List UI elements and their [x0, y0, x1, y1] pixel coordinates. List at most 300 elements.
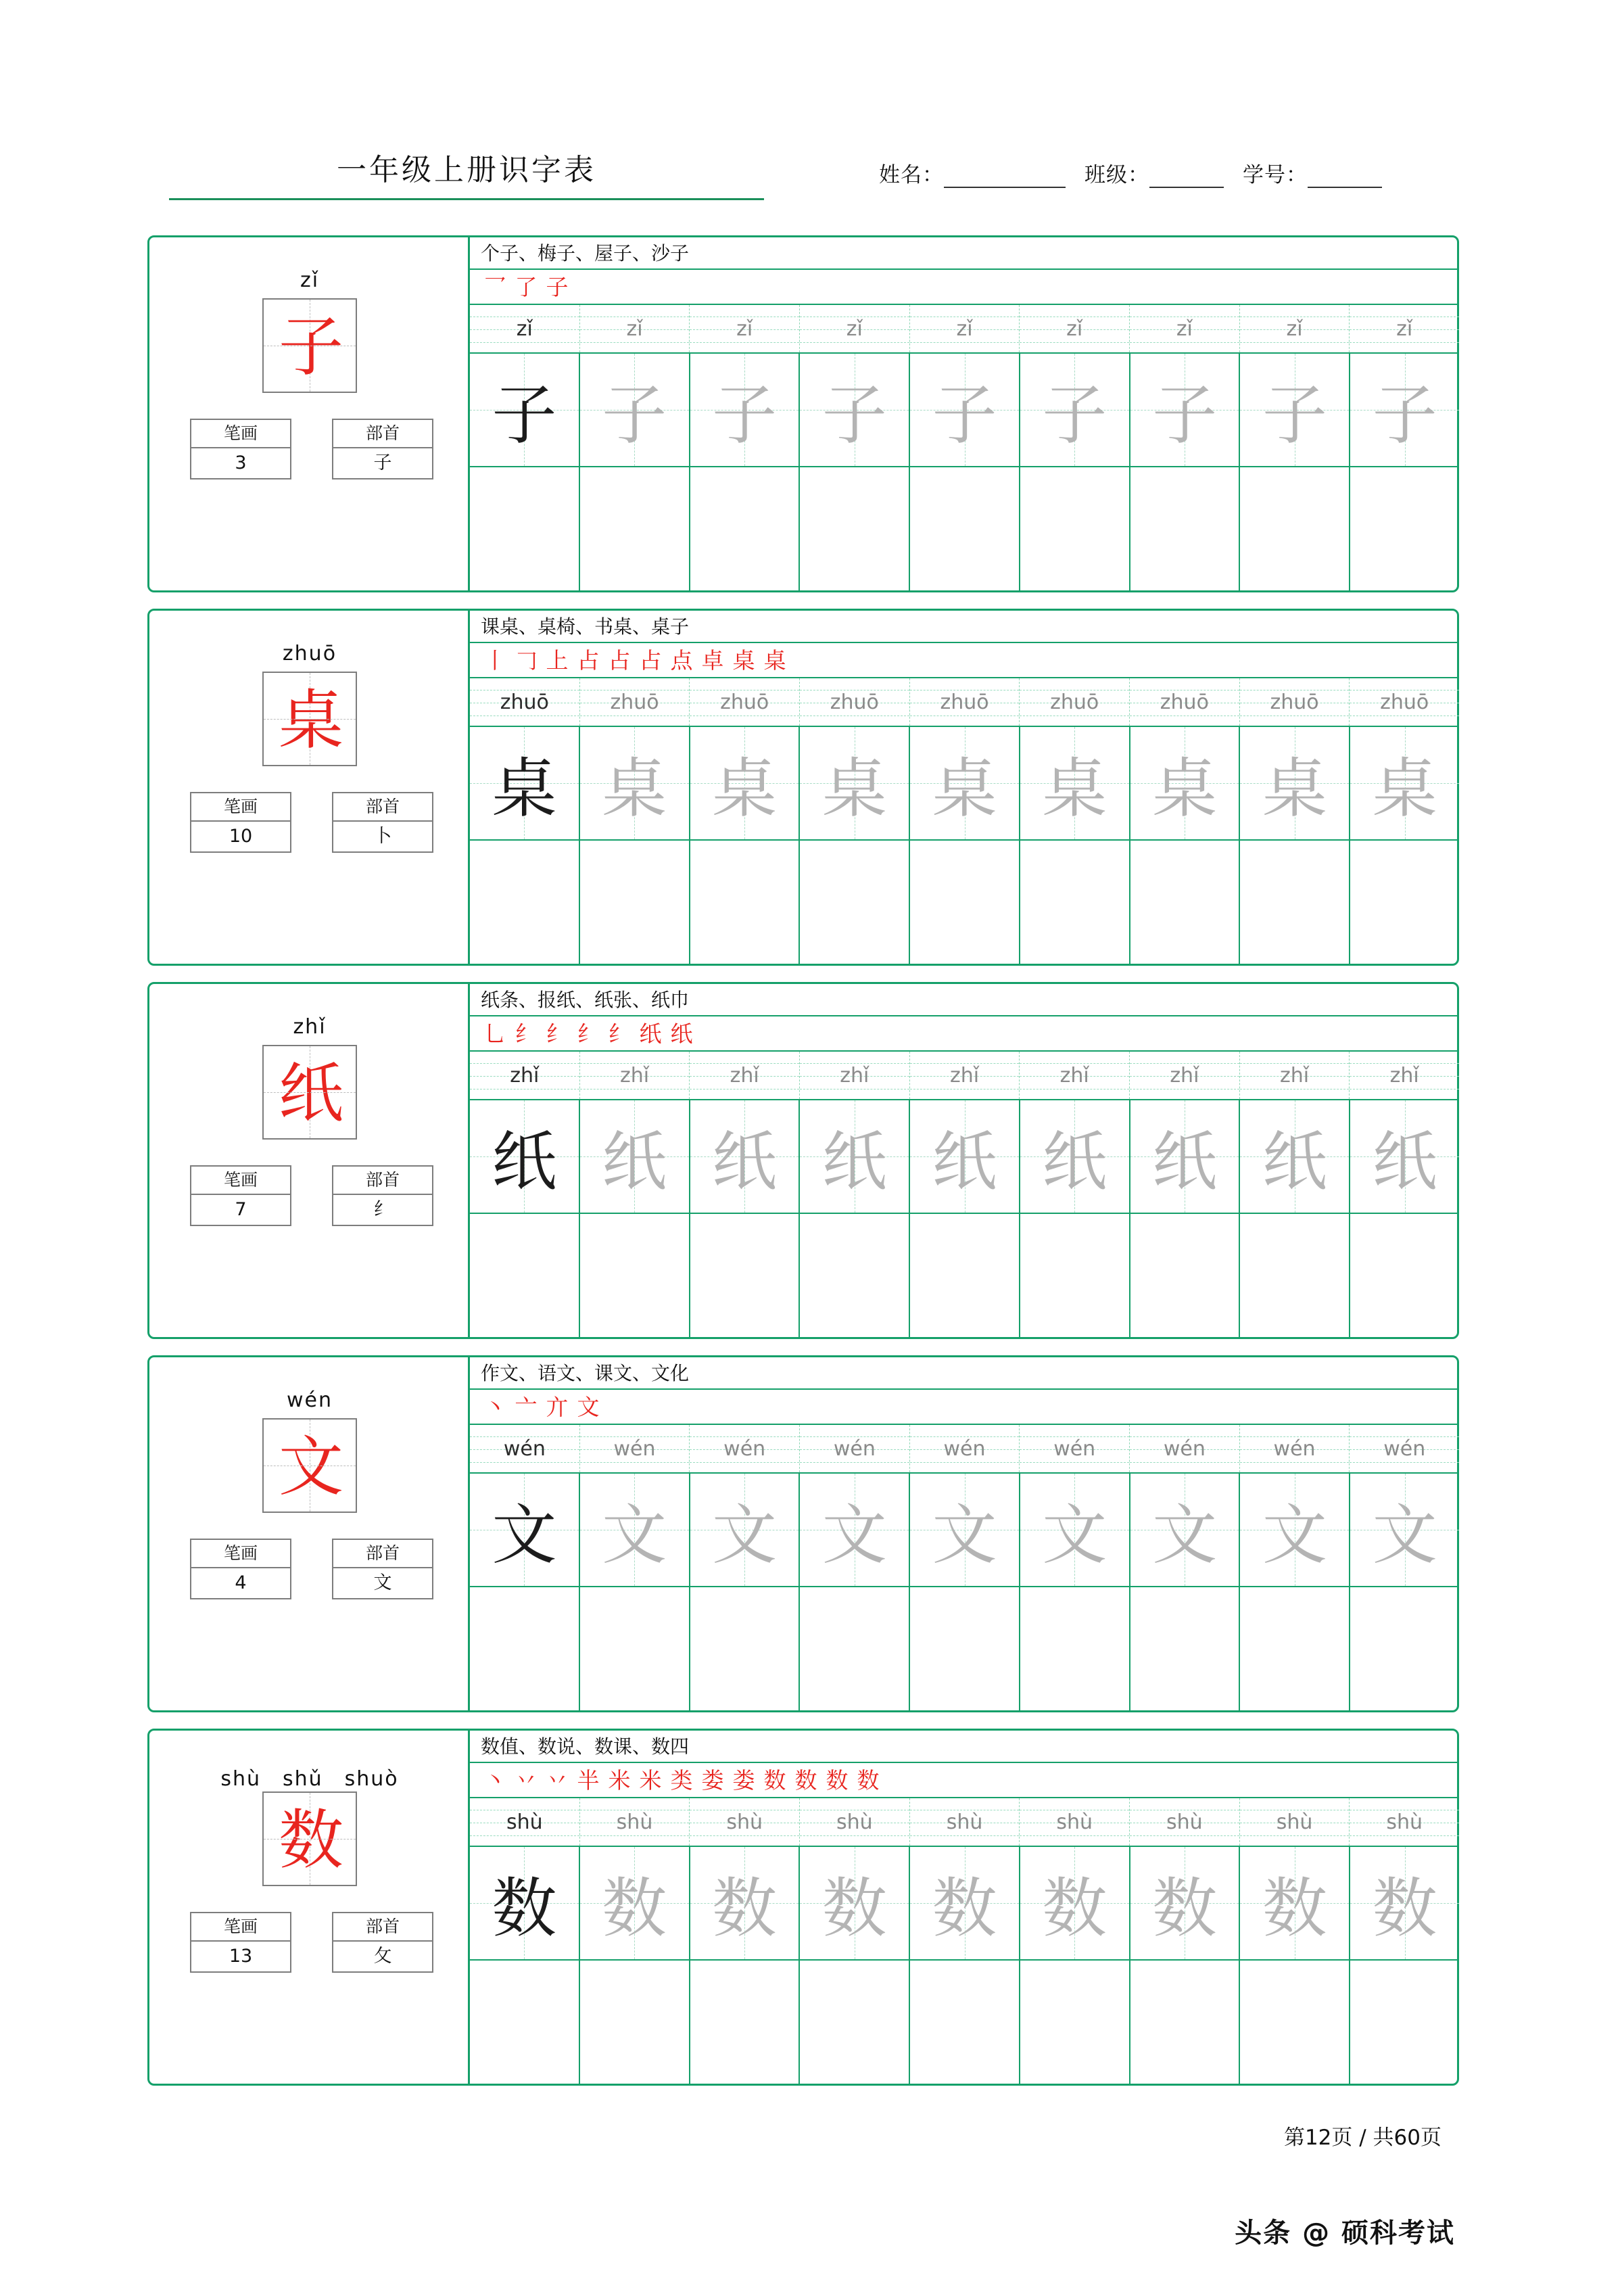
radical-value: 攵: [373, 1946, 392, 1967]
character-pinyin: zǐ: [300, 268, 320, 292]
class-label: 班级：: [1084, 163, 1149, 187]
character-attributes: [190, 792, 433, 853]
character-glyph: 桌: [279, 682, 343, 758]
pinyin-text: wén: [1053, 1436, 1096, 1461]
character-pinyin: wén: [286, 1388, 333, 1412]
pinyin-text: zǐ: [736, 317, 753, 341]
character-display-box: [262, 672, 357, 766]
character-info-pane: [149, 1357, 470, 1710]
pinyin-practice-row: [470, 305, 1459, 354]
character-text: 数: [602, 1870, 667, 1946]
stroke-step: 桌: [732, 647, 755, 674]
stroke-count-box: [190, 1165, 291, 1226]
blank-cell[interactable]: [1130, 1587, 1241, 1710]
character-cell[interactable]: [470, 1847, 580, 1959]
character-cell[interactable]: [910, 354, 1020, 466]
pinyin-cell[interactable]: [470, 678, 580, 726]
character-cell[interactable]: [580, 1847, 690, 1959]
character-text: 子: [492, 377, 557, 453]
character-cell[interactable]: [580, 1100, 690, 1213]
blank-cell[interactable]: [470, 467, 580, 590]
stroke-order-row: [470, 1763, 1459, 1798]
blank-cell[interactable]: [1020, 1961, 1130, 2084]
character-text: 桌: [1262, 750, 1327, 826]
stroke-step: 上: [546, 647, 569, 674]
pinyin-cell[interactable]: [800, 1798, 910, 1846]
pinyin-text: wén: [1163, 1436, 1206, 1461]
character-cell[interactable]: [800, 1100, 910, 1213]
blank-cell[interactable]: [1020, 1214, 1130, 1337]
pinyin-cell[interactable]: [910, 1425, 1020, 1472]
blank-cell[interactable]: [800, 1587, 910, 1710]
character-text: 桌: [821, 750, 887, 826]
class-blank[interactable]: [1149, 187, 1224, 188]
character-text: 纸: [1152, 1123, 1218, 1200]
pinyin-text: zhuō: [720, 690, 769, 714]
character-text: 文: [711, 1497, 777, 1573]
character-cell[interactable]: [1240, 1474, 1350, 1586]
character-cell[interactable]: [1240, 354, 1350, 466]
stroke-step: 纟: [608, 1021, 631, 1047]
pinyin-cell[interactable]: [1240, 1052, 1350, 1099]
blank-cell[interactable]: [1020, 841, 1130, 964]
pinyin-text: wén: [943, 1436, 986, 1461]
pinyin-cell[interactable]: [1350, 1798, 1459, 1846]
example-words: 课桌、桌椅、书桌、桌子: [470, 611, 1459, 643]
stroke-step: 乛: [483, 274, 506, 300]
pinyin-cell[interactable]: [1020, 1052, 1130, 1099]
character-cell[interactable]: [470, 1100, 580, 1213]
stroke-step: 亣: [546, 1394, 569, 1420]
character-text: 数: [1152, 1870, 1218, 1946]
pinyin-cell[interactable]: [800, 305, 910, 352]
pinyin-text: zǐ: [626, 317, 643, 341]
character-text: 子: [1152, 377, 1218, 453]
pinyin-cell[interactable]: [1350, 305, 1459, 352]
pinyin-text: zhǐ: [1170, 1063, 1199, 1087]
pinyin-cell[interactable]: [1020, 678, 1130, 726]
pinyin-text: shù: [1056, 1810, 1093, 1834]
pinyin-text: wén: [1383, 1436, 1426, 1461]
pinyin-practice-row: [470, 678, 1459, 727]
character-cell[interactable]: [800, 1474, 910, 1586]
stroke-count-label: 笔画: [191, 1167, 290, 1195]
character-pinyin: shù shǔ shuò: [220, 1767, 399, 1791]
character-cell[interactable]: [800, 354, 910, 466]
pinyin-cell[interactable]: [1020, 305, 1130, 352]
radical-value: 纟: [373, 1199, 392, 1220]
stroke-step: 数: [763, 1767, 786, 1794]
title-block: [169, 145, 764, 200]
pinyin-cell[interactable]: [580, 1798, 690, 1846]
stroke-step: 娄: [732, 1767, 755, 1794]
pinyin-cell[interactable]: [1130, 1052, 1240, 1099]
character-text: 纸: [1372, 1123, 1437, 1200]
blank-cell[interactable]: [1240, 1587, 1350, 1710]
character-cell[interactable]: [580, 1474, 690, 1586]
character-cell[interactable]: [1240, 1100, 1350, 1213]
practice-pane: [470, 1357, 1459, 1710]
blank-cell[interactable]: [800, 1961, 910, 2084]
stroke-order-row: [470, 1016, 1459, 1052]
character-cell[interactable]: [1350, 354, 1459, 466]
character-text: 文: [492, 1497, 557, 1573]
blank-cell[interactable]: [1130, 467, 1241, 590]
blank-cell[interactable]: [1020, 1587, 1130, 1710]
name-label: 姓名：: [879, 163, 944, 187]
pinyin-text: zhuō: [1160, 690, 1209, 714]
pinyin-text: zǐ: [1176, 317, 1193, 341]
pinyin-text: wén: [613, 1436, 656, 1461]
watermark-account: @ 硕科考试: [1302, 2218, 1455, 2249]
blank-cell[interactable]: [910, 1961, 1020, 2084]
pinyin-text: zhuō: [610, 690, 659, 714]
blank-cell[interactable]: [1240, 1214, 1350, 1337]
pinyin-cell[interactable]: [1020, 1798, 1130, 1846]
stroke-step: 丶: [483, 1767, 506, 1794]
character-info-pane: [149, 237, 470, 590]
character-cell[interactable]: [580, 354, 690, 466]
pinyin-cell[interactable]: [800, 1052, 910, 1099]
character-cell[interactable]: [690, 1100, 801, 1213]
blank-cell[interactable]: [470, 1587, 580, 1710]
character-text: 文: [1262, 1497, 1327, 1573]
character-row: [147, 1729, 1459, 2086]
character-cell[interactable]: [690, 1474, 801, 1586]
pinyin-cell[interactable]: [470, 1425, 580, 1472]
pinyin-cell[interactable]: [690, 1425, 800, 1472]
character-cell[interactable]: [910, 1100, 1020, 1213]
pinyin-cell[interactable]: [470, 1052, 580, 1099]
pinyin-cell[interactable]: [1240, 1798, 1350, 1846]
blank-cell[interactable]: [1240, 841, 1350, 964]
pinyin-cell[interactable]: [1240, 1425, 1350, 1472]
character-text: 子: [711, 377, 777, 453]
pinyin-cell[interactable]: [580, 678, 690, 726]
blank-cell[interactable]: [1240, 467, 1350, 590]
blank-cell[interactable]: [1350, 467, 1459, 590]
character-text: 子: [932, 377, 997, 453]
pinyin-cell[interactable]: [470, 1798, 580, 1846]
blank-cell[interactable]: [690, 1214, 801, 1337]
stroke-step: 丨: [483, 647, 506, 674]
pinyin-cell[interactable]: [910, 678, 1020, 726]
pinyin-cell[interactable]: [470, 305, 580, 352]
name-blank[interactable]: [944, 187, 1066, 188]
character-info-pane: [149, 611, 470, 964]
radical-value: 卜: [373, 826, 392, 847]
character-cell[interactable]: [1020, 354, 1130, 466]
character-text: 子: [1262, 377, 1327, 453]
number-blank[interactable]: [1308, 187, 1382, 188]
character-cell[interactable]: [1130, 1847, 1241, 1959]
stroke-count-label: 笔画: [191, 420, 290, 448]
pinyin-cell[interactable]: [1020, 1425, 1130, 1472]
radical-label: 部首: [333, 793, 432, 822]
character-cell[interactable]: [800, 1847, 910, 1959]
blank-cell[interactable]: [800, 467, 910, 590]
pinyin-cell[interactable]: [1240, 678, 1350, 726]
pinyin-practice-row: [470, 1052, 1459, 1100]
radical-box: [332, 792, 433, 853]
character-row: [147, 235, 1459, 592]
blank-cell[interactable]: [1350, 1961, 1459, 2084]
stroke-count-value: 4: [235, 1572, 247, 1593]
stroke-count-label: 笔画: [191, 793, 290, 822]
character-practice-row: [470, 1474, 1459, 1587]
pinyin-text: zǐ: [956, 317, 973, 341]
character-text: 纸: [1262, 1123, 1327, 1200]
character-cell[interactable]: [800, 727, 910, 839]
radical-box: [332, 419, 433, 479]
character-cell[interactable]: [1020, 1100, 1130, 1213]
blank-practice-row: [470, 841, 1459, 964]
character-text: 数: [932, 1870, 997, 1946]
pinyin-cell[interactable]: [800, 678, 910, 726]
blank-cell[interactable]: [1350, 841, 1459, 964]
stroke-step: 丶: [483, 1394, 506, 1420]
character-text: 纸: [602, 1123, 667, 1200]
page-title: 一年级上册识字表: [337, 153, 596, 187]
blank-cell[interactable]: [580, 1587, 690, 1710]
watermark-source: 头条: [1235, 2218, 1292, 2249]
pinyin-text: zǐ: [846, 317, 863, 341]
pinyin-text: shù: [1166, 1810, 1203, 1834]
stroke-step: 占: [639, 647, 662, 674]
pinyin-text: zhuō: [1380, 690, 1429, 714]
pinyin-cell[interactable]: [1130, 678, 1240, 726]
character-row: [147, 1355, 1459, 1712]
radical-box: [332, 1539, 433, 1599]
stroke-step: 半: [577, 1767, 600, 1794]
stroke-step: 纟: [546, 1021, 569, 1047]
pinyin-cell[interactable]: [910, 1052, 1020, 1099]
character-text: 子: [1042, 377, 1107, 453]
stroke-step: 亠: [515, 1394, 538, 1420]
pinyin-cell[interactable]: [690, 1798, 800, 1846]
pinyin-cell[interactable]: [580, 1425, 690, 1472]
blank-cell[interactable]: [910, 841, 1020, 964]
pinyin-text: zhuō: [500, 690, 549, 714]
character-cell[interactable]: [690, 354, 801, 466]
radical-label: 部首: [333, 420, 432, 448]
character-cell[interactable]: [1350, 1100, 1459, 1213]
character-text: 桌: [602, 750, 667, 826]
pinyin-cell[interactable]: [910, 305, 1020, 352]
blank-practice-row: [470, 1214, 1459, 1337]
character-cell[interactable]: [470, 354, 580, 466]
character-attributes: [190, 419, 433, 479]
stroke-count-label: 笔画: [191, 1913, 290, 1942]
pinyin-cell[interactable]: [1130, 1425, 1240, 1472]
character-text: 文: [602, 1497, 667, 1573]
character-cell[interactable]: [1240, 1847, 1350, 1959]
pinyin-cell[interactable]: [800, 1425, 910, 1472]
pinyin-practice-row: [470, 1798, 1459, 1847]
blank-cell[interactable]: [910, 467, 1020, 590]
character-text: 纸: [492, 1123, 557, 1200]
blank-practice-row: [470, 1961, 1459, 2084]
radical-label: 部首: [333, 1540, 432, 1568]
radical-label: 部首: [333, 1913, 432, 1942]
stroke-count-box: [190, 1539, 291, 1599]
pinyin-cell[interactable]: [690, 1052, 800, 1099]
pinyin-cell[interactable]: [1130, 1798, 1240, 1846]
character-cell[interactable]: [1020, 727, 1130, 839]
radical-box: [332, 1165, 433, 1226]
stroke-order-row: [470, 270, 1459, 305]
pinyin-text: wén: [833, 1436, 876, 1461]
blank-cell[interactable]: [580, 841, 690, 964]
character-cell[interactable]: [1350, 727, 1459, 839]
character-cell[interactable]: [1020, 1847, 1130, 1959]
character-text: 数: [1372, 1870, 1437, 1946]
character-pinyin: zhuō: [282, 642, 337, 665]
blank-practice-row: [470, 467, 1459, 590]
character-text: 桌: [711, 750, 777, 826]
pinyin-text: shù: [726, 1810, 763, 1834]
blank-cell[interactable]: [470, 1214, 580, 1337]
blank-cell[interactable]: [470, 1961, 580, 2084]
blank-cell[interactable]: [690, 841, 801, 964]
blank-cell[interactable]: [690, 1961, 801, 2084]
pinyin-text: zǐ: [1286, 317, 1303, 341]
blank-cell[interactable]: [1020, 467, 1130, 590]
character-text: 桌: [932, 750, 997, 826]
stroke-count-value: 10: [229, 826, 253, 847]
pinyin-text: wén: [503, 1436, 546, 1461]
pinyin-text: wén: [723, 1436, 766, 1461]
character-practice-row: [470, 1847, 1459, 1961]
practice-pane: [470, 1731, 1459, 2084]
blank-cell[interactable]: [1130, 1214, 1241, 1337]
character-cell[interactable]: [1350, 1474, 1459, 1586]
stroke-step: 丷: [515, 1767, 538, 1794]
blank-cell[interactable]: [580, 467, 690, 590]
character-cell[interactable]: [910, 1474, 1020, 1586]
character-text: 桌: [492, 750, 557, 826]
pinyin-text: shù: [1276, 1810, 1313, 1834]
blank-cell[interactable]: [690, 1587, 801, 1710]
character-cell[interactable]: [690, 727, 801, 839]
character-glyph: 纸: [279, 1056, 343, 1131]
stroke-step: 纟: [577, 1021, 600, 1047]
character-text: 桌: [1372, 750, 1437, 826]
character-cell[interactable]: [470, 727, 580, 839]
practice-pane: [470, 984, 1459, 1337]
pinyin-cell[interactable]: [1130, 305, 1240, 352]
pinyin-cell[interactable]: [690, 305, 800, 352]
pinyin-text: zhǐ: [730, 1063, 759, 1087]
character-cell[interactable]: [1020, 1474, 1130, 1586]
character-text: 纸: [821, 1123, 887, 1200]
pinyin-cell[interactable]: [1350, 1052, 1459, 1099]
blank-cell[interactable]: [1240, 1961, 1350, 2084]
radical-value: 子: [373, 452, 392, 473]
number-label: 学号：: [1243, 163, 1308, 187]
character-attributes: [190, 1165, 433, 1226]
character-cell[interactable]: [470, 1474, 580, 1586]
example-words: 数值、数说、数课、数四: [470, 1731, 1459, 1763]
stroke-step: 文: [577, 1394, 600, 1420]
pinyin-text: zhǐ: [949, 1063, 980, 1087]
character-glyph: 文: [279, 1429, 343, 1505]
character-cell[interactable]: [1350, 1847, 1459, 1959]
blank-cell[interactable]: [690, 467, 801, 590]
blank-cell[interactable]: [800, 841, 910, 964]
blank-cell[interactable]: [580, 1961, 690, 2084]
stroke-count-value: 3: [235, 452, 247, 473]
blank-cell[interactable]: [580, 1214, 690, 1337]
radical-box: [332, 1912, 433, 1973]
blank-cell[interactable]: [910, 1587, 1020, 1710]
character-cell[interactable]: [580, 727, 690, 839]
blank-cell[interactable]: [470, 841, 580, 964]
blank-cell[interactable]: [1130, 1961, 1241, 2084]
pinyin-cell[interactable]: [580, 1052, 690, 1099]
stroke-count-value: 7: [235, 1199, 247, 1220]
stroke-step: 数: [826, 1767, 849, 1794]
student-meta: [879, 158, 1382, 188]
pinyin-text: zhǐ: [510, 1063, 540, 1087]
pinyin-cell[interactable]: [690, 678, 800, 726]
character-cell[interactable]: [1130, 1474, 1241, 1586]
character-row: [147, 982, 1459, 1339]
pinyin-cell[interactable]: [1350, 1425, 1459, 1472]
character-cell[interactable]: [1130, 354, 1241, 466]
character-pinyin: zhǐ: [293, 1015, 327, 1039]
stroke-step: 占: [608, 647, 631, 674]
character-practice-row: [470, 354, 1459, 467]
character-text: 数: [492, 1870, 557, 1946]
pinyin-text: zhǐ: [1059, 1063, 1089, 1087]
stroke-step: 点: [670, 647, 693, 674]
blank-practice-row: [470, 1587, 1459, 1710]
pinyin-cell[interactable]: [1350, 678, 1459, 726]
stroke-step: 乚: [483, 1021, 506, 1047]
character-display-box: [262, 298, 357, 393]
pinyin-text: wén: [1273, 1436, 1316, 1461]
character-cell[interactable]: [1130, 727, 1241, 839]
character-text: 子: [821, 377, 887, 453]
blank-cell[interactable]: [1350, 1214, 1459, 1337]
pinyin-text: zhuō: [830, 690, 879, 714]
stroke-count-value: 13: [229, 1946, 253, 1967]
character-cell[interactable]: [910, 727, 1020, 839]
blank-cell[interactable]: [1350, 1587, 1459, 1710]
pinyin-text: shù: [616, 1810, 653, 1834]
pinyin-text: zhǐ: [1279, 1063, 1310, 1087]
stroke-step: 子: [546, 274, 569, 300]
character-display-box: [262, 1418, 357, 1513]
pinyin-text: shù: [836, 1810, 873, 1834]
example-words: 个子、梅子、屋子、沙子: [470, 237, 1459, 270]
character-cell[interactable]: [1240, 727, 1350, 839]
character-cell[interactable]: [690, 1847, 801, 1959]
character-cell[interactable]: [1130, 1100, 1241, 1213]
pinyin-cell[interactable]: [580, 305, 690, 352]
pinyin-cell[interactable]: [910, 1798, 1020, 1846]
pinyin-text: zǐ: [1396, 317, 1413, 341]
pinyin-cell[interactable]: [1240, 305, 1350, 352]
character-text: 数: [711, 1870, 777, 1946]
stroke-step: 米: [608, 1767, 631, 1794]
blank-cell[interactable]: [910, 1214, 1020, 1337]
character-cell[interactable]: [910, 1847, 1020, 1959]
character-text: 纸: [711, 1123, 777, 1200]
blank-cell[interactable]: [1130, 841, 1241, 964]
blank-cell[interactable]: [800, 1214, 910, 1337]
